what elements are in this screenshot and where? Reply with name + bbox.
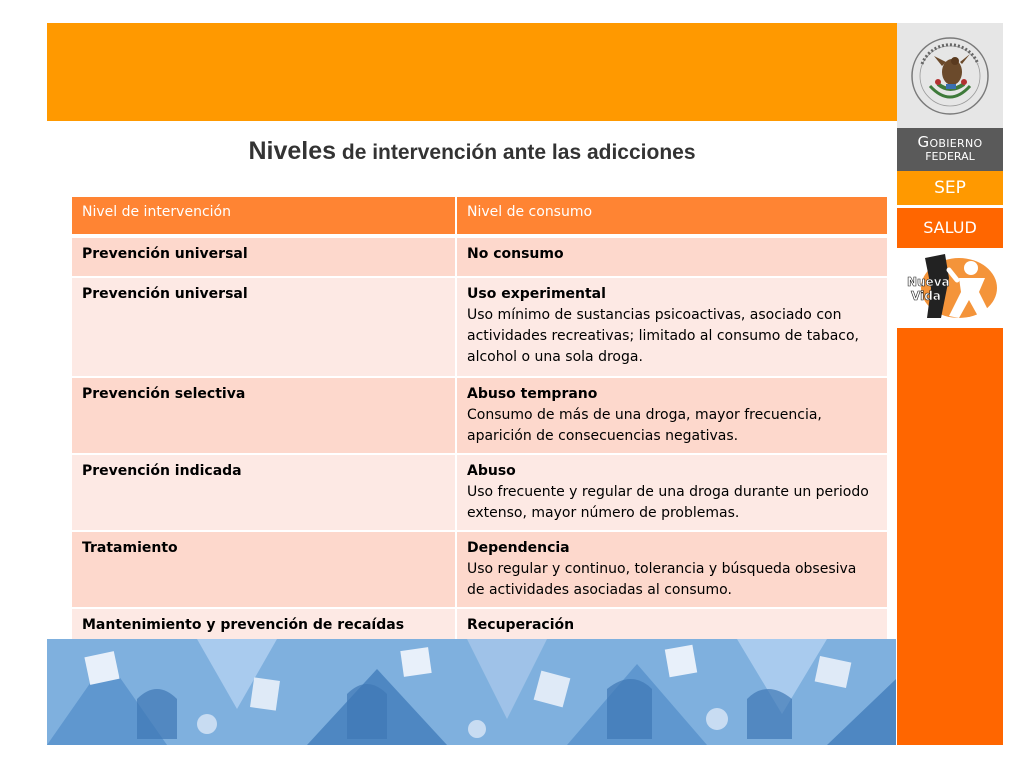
national-seal-icon (908, 34, 992, 118)
consumption-cell (456, 608, 888, 639)
nueva-vida-logo-icon (897, 248, 1003, 328)
intervention-name: Tratamiento (82, 540, 178, 556)
gov-line1: Gobierno (917, 133, 983, 151)
title-rest: de intervención ante las adicciones (336, 141, 696, 164)
intervention-name: Prevención universal (82, 286, 248, 302)
consumption-description: Uso frecuente y regular de una droga durante un periodo extenso, mayor número de problemas. (467, 484, 869, 521)
intervention-cell (72, 277, 456, 377)
intervention-cell (72, 236, 456, 277)
gobierno-federal-label (897, 128, 1003, 171)
intervention-name: Prevención indicada (82, 463, 242, 479)
nueva-vida-logo (897, 248, 1003, 328)
title-strong: Niveles (248, 137, 337, 165)
intervention-cell (72, 608, 456, 639)
decorative-art-band (47, 639, 896, 745)
consumption-level: Abuso (467, 463, 516, 479)
consumption-level: No consumo (467, 246, 564, 262)
table-row (72, 608, 888, 639)
intervention-table (72, 197, 888, 639)
table-row (72, 531, 888, 608)
intervention-name: Prevención selectiva (82, 386, 246, 402)
salud-label: SALUD (897, 208, 1003, 248)
consumption-cell (456, 531, 888, 608)
gov-line2: FEDERAL (925, 150, 975, 164)
column-header: Nivel de intervención (72, 197, 456, 236)
consumption-cell (456, 454, 888, 531)
top-banner (47, 23, 897, 121)
intervention-name: Mantenimiento y prevención de recaídas (82, 617, 405, 633)
consumption-level: Dependencia (467, 540, 570, 556)
logo-line1: Nueva (907, 275, 950, 289)
table-row (72, 377, 888, 454)
table-header-row (72, 197, 888, 236)
intervention-name: Prevención universal (82, 246, 248, 262)
page-title (47, 137, 897, 166)
column-header: Nivel de consumo (456, 197, 888, 236)
consumption-cell (456, 377, 888, 454)
consumption-cell (456, 277, 888, 377)
abstract-faces-art (47, 639, 896, 745)
consumption-level: Uso experimental (467, 286, 606, 302)
table-row (72, 454, 888, 531)
side-panel (897, 23, 1003, 745)
sep-label: SEP (897, 171, 1003, 205)
table-row (72, 236, 888, 277)
logo-line2: Vida (911, 289, 941, 303)
intervention-cell (72, 531, 456, 608)
table-row (72, 277, 888, 377)
consumption-cell (456, 236, 888, 277)
consumption-level: Abuso temprano (467, 386, 598, 402)
consumption-description: Uso regular y continuo, tolerancia y búsqueda obsesiva de actividades asociadas al consumo. (467, 561, 857, 598)
consumption-description: Uso mínimo de sustancias psicoactivas, asociado con actividades recreativas; limitado al consumo de tabaco, alcohol o una sola droga. (467, 307, 859, 365)
intervention-cell (72, 454, 456, 531)
consumption-level: Recuperación (467, 617, 575, 633)
seal-box (897, 23, 1003, 128)
intervention-table-wrap (72, 197, 888, 639)
intervention-cell (72, 377, 456, 454)
consumption-description: Consumo de más de una droga, mayor frecuencia, aparición de consecuencias negativas. (467, 407, 822, 444)
